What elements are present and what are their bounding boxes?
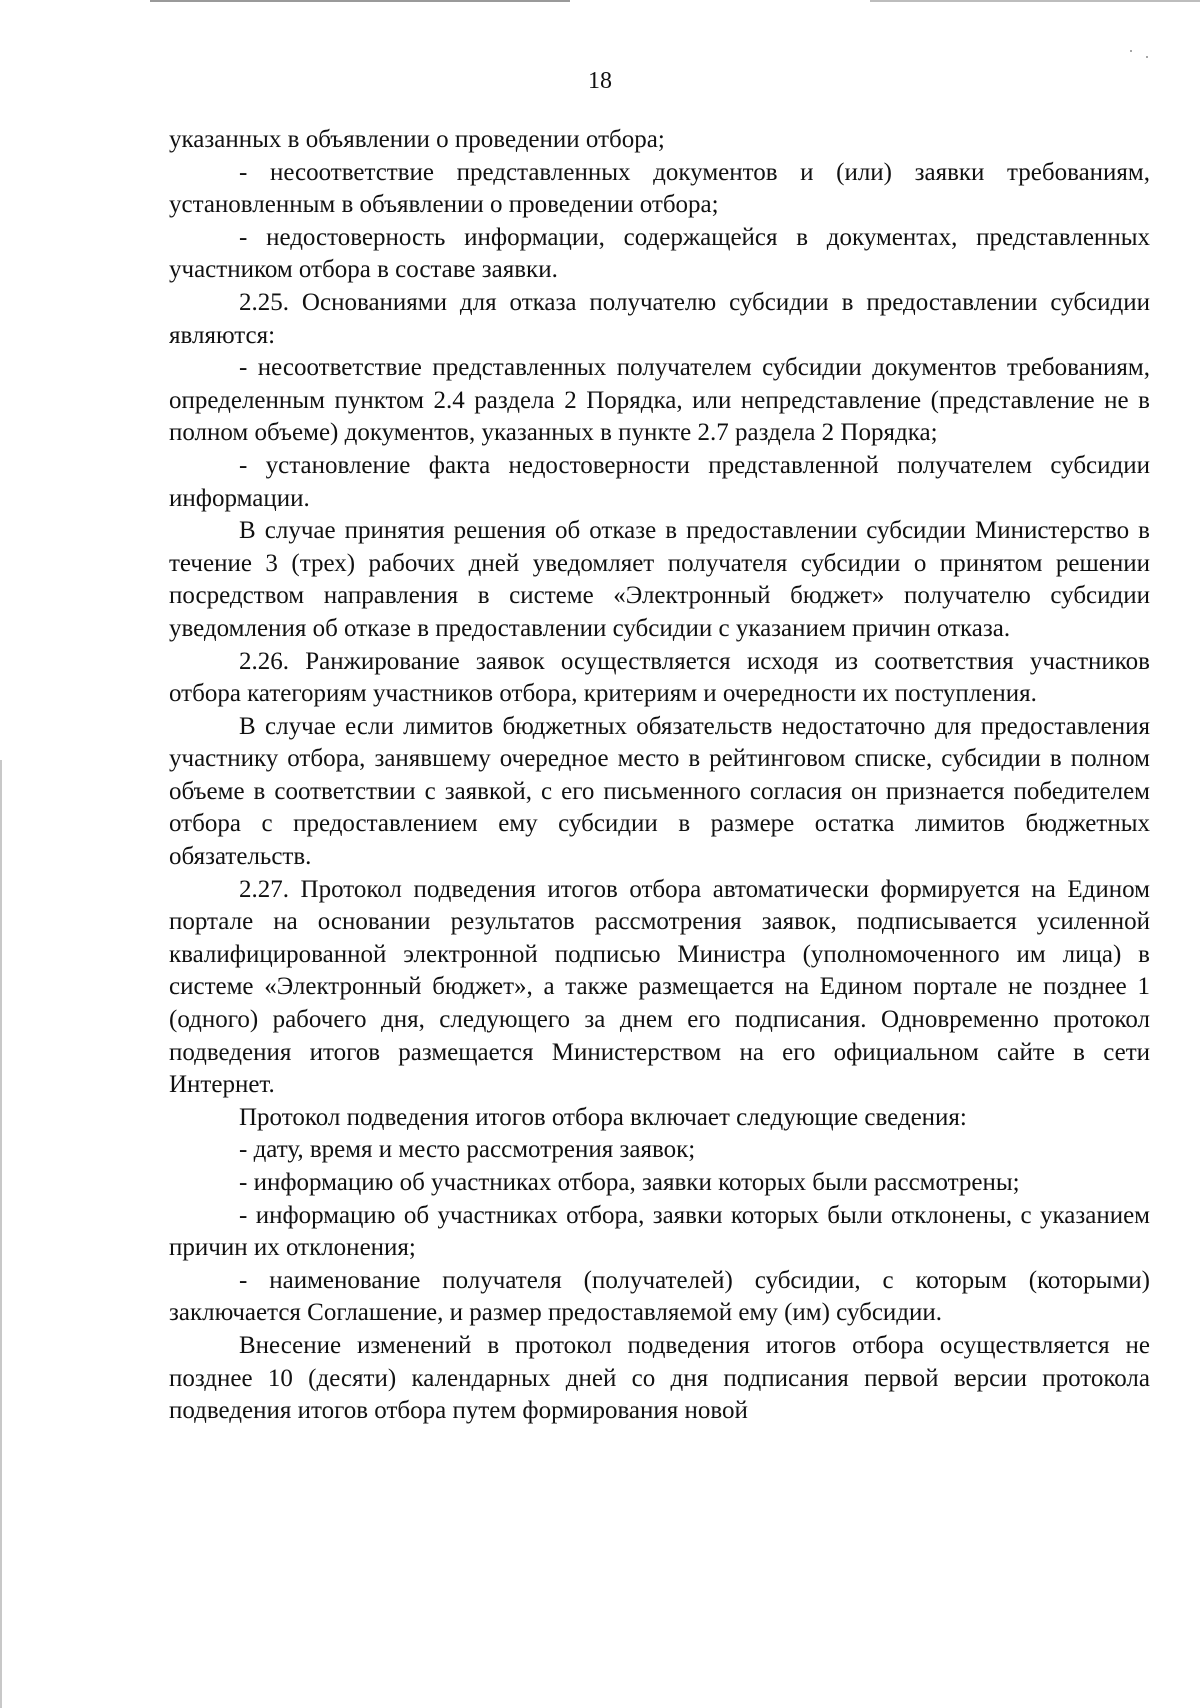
scan-edge-artifact [870, 0, 1200, 2]
paragraph: - установление факта недостоверности представленной получателем субсидии информации. [169, 451, 1150, 512]
paragraph: - несоответствие представленных получателем субсидии документов требованиям, определенным пунктом 2.4 раздела 2 Порядка, или непредставление (представление не в полном объеме) документов, указанных в пункте 2.7 раздела 2 Порядка; [169, 354, 1150, 447]
body-text [169, 124, 1150, 1428]
paragraph: В случае принятия решения об отказе в предоставлении субсидии Министерство в течение 3 (трех) рабочих дней уведомляет получателя субсидии о принятом решении посредством направления в системе «Электронный бюджет» получателю субсидии уведомления об отказе в предоставлении субсидии с указанием причин отказа. [169, 517, 1150, 642]
paragraph: указанных в объявлении о проведении отбора; [169, 126, 665, 153]
paragraph: - информацию об участниках отбора, заявки которых были отклонены, с указанием причин их отклонения; [169, 1201, 1150, 1262]
scan-speck [1130, 50, 1132, 52]
scan-edge-artifact [0, 760, 2, 1708]
paragraph: - наименование получателя (получателей) субсидии, с которым (которыми) заключается Соглашение, и размер предоставляемой ему (им) субсидии. [169, 1266, 1150, 1327]
paragraph: 2.25. Основаниями для отказа получателю субсидии в предоставлении субсидии являются: [169, 288, 1150, 349]
paragraph: В случае если лимитов бюджетных обязательств недостаточно для предоставления участнику отбора, занявшему очередное место в рейтинговом списке, субсидии в полном объеме в соответствии с заявкой, с его письменного согласия он признается победителем отбора с предоставлением ему субсидии в размере остатка лимитов бюджетных обязательств. [169, 712, 1150, 871]
paragraph: - несоответствие представленных документов и (или) заявки требованиям, установленным в объявлении о проведении отбора; [169, 158, 1150, 219]
paragraph: - недостоверность информации, содержащейся в документах, представленных участником отбора в составе заявки. [169, 223, 1150, 284]
paragraph: - информацию об участниках отбора, заявки которых были рассмотрены; [239, 1169, 1020, 1196]
paragraph: - дату, время и место рассмотрения заявок; [239, 1136, 696, 1164]
paragraph: 2.26. Ранжирование заявок осуществляется исходя из соответствия участников отбора категориям участников отбора, критериям и очередности их поступления. [169, 647, 1150, 708]
scan-speck [1146, 56, 1148, 58]
paragraph: 2.27. Протокол подведения итогов отбора автоматически формируется на Едином портале на основании результатов рассмотрения заявок, подписывается усиленной квалифицированной электронной подписью Министра (уполномоченного им лица) в системе «Электронный бюджет», а также размещается на Едином портале не позднее 1 (одного) рабочего дня, следующего за днем его подписания. Одновременно протокол подведения итогов размещается Министерством на его официальном сайте в сети Интернет. [169, 875, 1150, 1099]
scan-edge-artifact [150, 0, 570, 2]
paragraph: Протокол подведения итогов отбора включает следующие сведения: [239, 1103, 967, 1131]
paragraph: Внесение изменений в протокол подведения итогов отбора осуществляется не позднее 10 (десяти) календарных дней со дня подписания первой версии протокола подведения итогов отбора путем формирования новой [169, 1331, 1150, 1425]
page-number: 18 [588, 68, 612, 94]
